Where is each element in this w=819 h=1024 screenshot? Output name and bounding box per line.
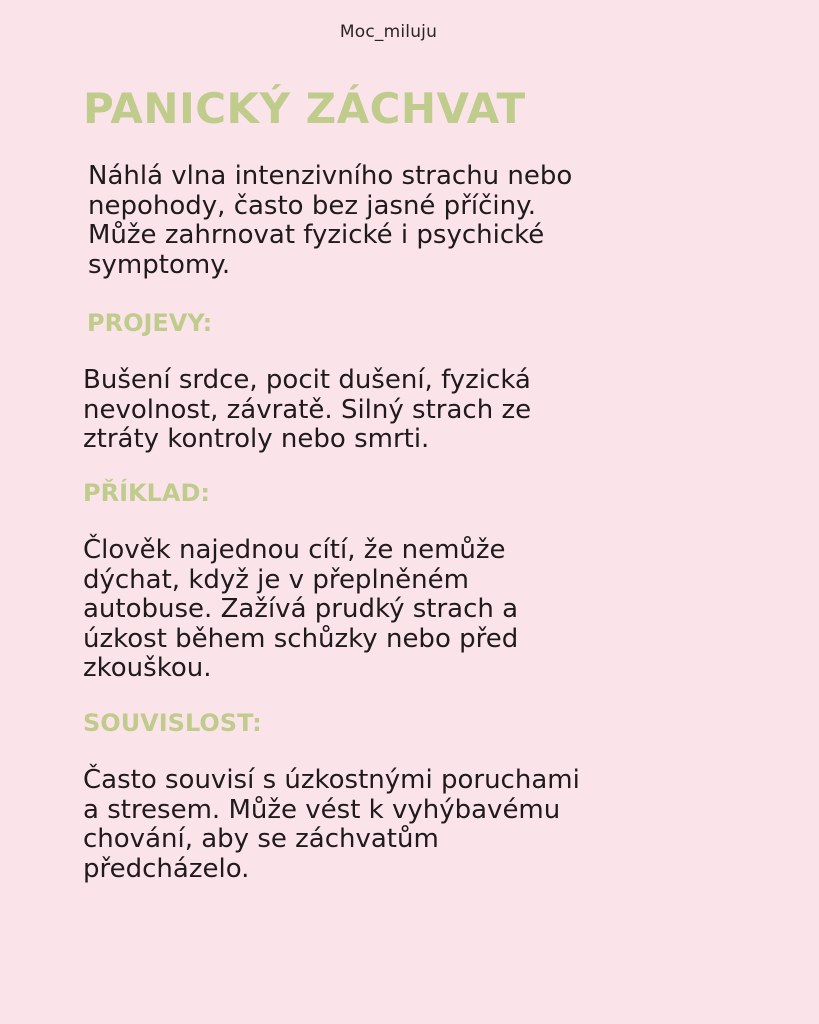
section-heading-souvislost: SOUVISLOST:: [83, 709, 262, 737]
body-line: Člověk najednou cítí, že nemůže: [83, 535, 506, 565]
section-heading-priklad: PŘÍKLAD:: [83, 479, 210, 507]
body-line: a stresem. Může vést k vyhýbavému: [83, 794, 561, 825]
intro-line: Může zahrnovat fyzické i psychické: [88, 220, 545, 250]
intro-line: Náhlá vlna intenzivního strachu nebo: [88, 161, 573, 191]
body-line: ztráty kontroly nebo smrti.: [83, 424, 430, 454]
body-line: nevolnost, závratě. Silný strach ze: [83, 394, 532, 425]
section-body-priklad: [83, 536, 518, 684]
body-line: chování, aby se záchvatům: [83, 824, 439, 854]
intro-line: symptomy.: [88, 249, 231, 280]
section-heading-projevy: PROJEVY:: [87, 309, 213, 337]
body-line: předcházelo.: [83, 853, 250, 884]
author-handle: Moc_miluju: [339, 22, 438, 42]
body-line: úzkost během schůzky nebo před: [83, 623, 519, 654]
body-line: Bušení srdce, pocit dušení, fyzická: [83, 365, 531, 395]
body-line: Často souvisí s úzkostnými poruchami: [83, 765, 580, 795]
body-line: zkouškou.: [83, 653, 212, 683]
section-body-projevy: [83, 366, 531, 455]
intro-paragraph: [88, 162, 572, 280]
intro-line: nepohody, často bez jasné příčiny.: [88, 190, 537, 221]
page-title: PANICKÝ ZÁCHVAT: [83, 84, 526, 133]
section-body-souvislost: [83, 766, 580, 884]
body-line: autobuse. Zažívá prudký strach a: [83, 594, 519, 624]
body-line: dýchat, když je v přeplněném: [83, 564, 469, 595]
